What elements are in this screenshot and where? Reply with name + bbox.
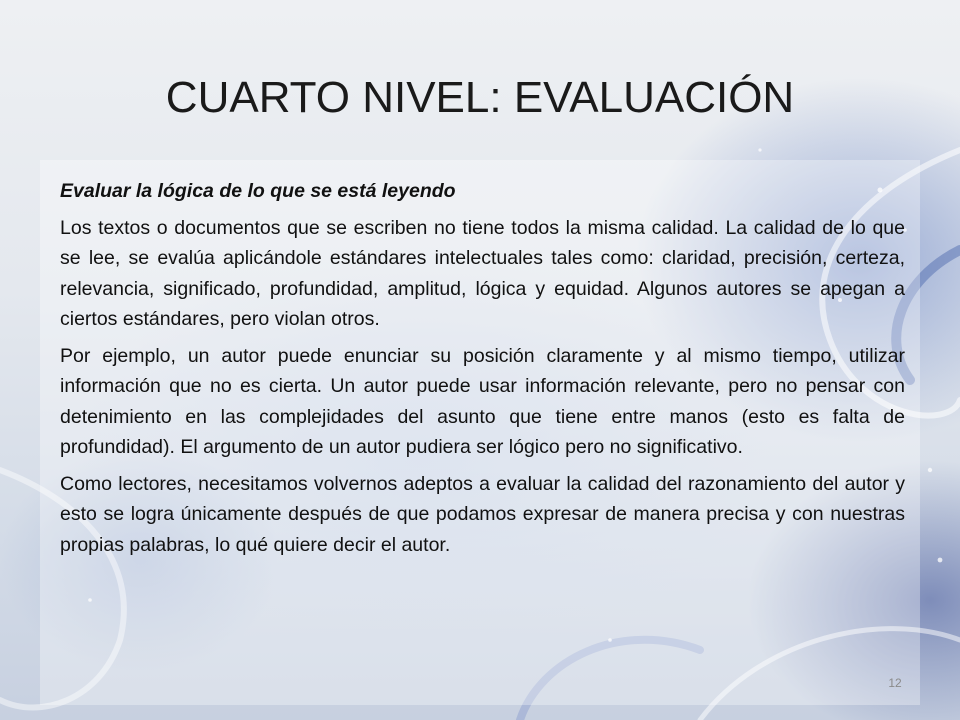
body-paragraph: Por ejemplo, un autor puede enunciar su posición claramente y al mismo tiempo, utilizar información que no es cierta. Un autor puede usar información relevante, pero no pensar con detenimiento en las complejidades del asunto que tiene entre manos (esto es falta de profundidad). El argumento de un autor pudiera ser lógico pero no significativo. xyxy=(60,344,905,458)
sparkle-dot xyxy=(758,148,761,151)
page-number: 12 xyxy=(888,676,902,690)
body-paragraph: Como lectores, necesitamos volvernos adeptos a evaluar la calidad del razonamiento del autor y esto se logra únicamente después de que podamos expresar de manera precisa y con nuestras propias palabras, lo qué quiere decir el autor. xyxy=(60,472,905,556)
sparkle-dot xyxy=(938,558,943,563)
slide-subheading: Evaluar la lógica de lo que se está leyendo xyxy=(60,180,456,202)
slide-body xyxy=(60,176,905,566)
body-paragraph: Los textos o documentos que se escriben no tiene todos la misma calidad. La calidad de lo que se lee, se evalúa aplicándole estándares intelectuales tales como: claridad, precisión, certeza, relevancia, significado, profundidad, amplitud, lógica y equidad. Algunos autores se apegan a ciertos estándares, pero violan otros. xyxy=(60,216,905,330)
sparkle-dot xyxy=(928,468,932,472)
slide-title: CUARTO NIVEL: EVALUACIÓN xyxy=(165,73,795,122)
